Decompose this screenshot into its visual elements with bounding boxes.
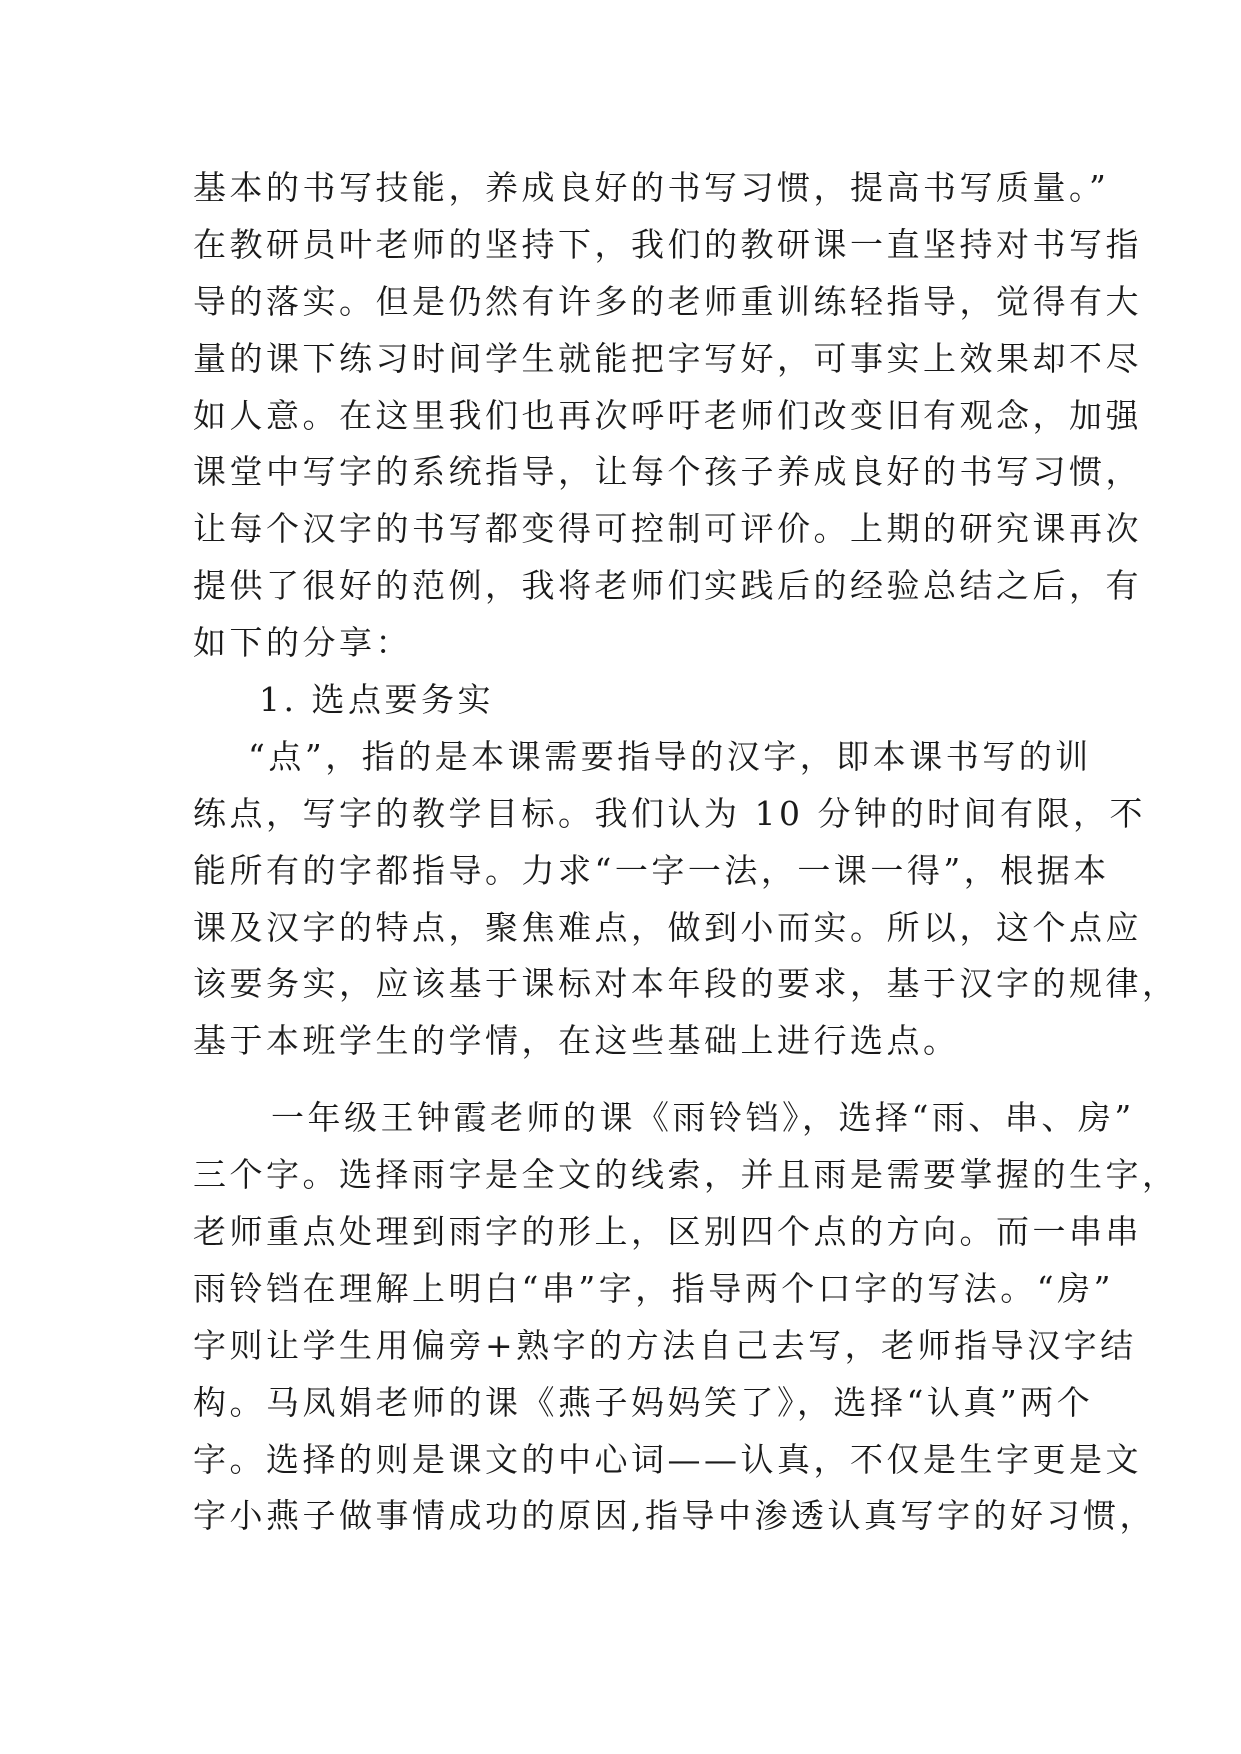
text-line: 在教研员叶老师的坚持下，我们的教研课一直坚持对书写指 [193,224,1142,264]
text-line: “点”，指的是本课需要指导的汉字，即本课书写的训 [248,736,1092,776]
text-line: 基本的书写技能，养成良好的书写习惯，提高书写质量。” [193,168,1110,207]
text-line: 让每个汉字的书写都变得可控制可评价。上期的研究课再次 [193,509,1142,549]
text-line: 一年级王钟霞老师的课《雨铃铛》，选择“雨、串、房” [271,1098,1135,1138]
text-line: 练点，写字的教学目标。我们认为 10 分钟的时间有限，不 [193,793,1146,833]
document-page [193,160,1179,1545]
text-line: 量的课下练习时间学生就能把字写好，可事实上效果却不尽 [193,338,1142,378]
text-line: 能所有的字都指导。力求“一字一法，一课一得”，根据本 [193,850,1110,890]
text-line: 老师重点处理到雨字的形上，区别四个点的方向。而一串串 [193,1212,1142,1252]
text-line: 字则让学生用偏旁+熟字的方法自己去写，老师指导汉字结 [193,1325,1137,1365]
text-line: 基于本班学生的学情，在这些基础上进行选点。 [193,1021,960,1061]
text-line: 提供了很好的范例，我将老师们实践后的经验总结之后，有 [193,566,1142,606]
text-line: 该要务实，应该基于课标对本年段的要求，基于汉字的规律， [193,964,1179,1004]
text-line: 如人意。在这里我们也再次呼吁老师们改变旧有观念，加强 [193,395,1142,435]
text-line: 字。选择的则是课文的中心词——认真，不仅是生字更是文 [193,1439,1142,1479]
text-line: 导的落实。但是仍然有许多的老师重训练轻指导，觉得有大 [193,281,1142,321]
text-line: 课及汉字的特点，聚焦难点，做到小而实。所以，这个点应 [193,907,1142,947]
section-heading: 1. 选点要务实 [259,680,494,720]
text-line: 构。马凤娟老师的课《燕子妈妈笑了》，选择“认真”两个 [193,1382,1094,1422]
text-line: 三个字。选择雨字是全文的线索，并且雨是需要掌握的生字， [193,1155,1179,1195]
text-line: 字小燕子做事情成功的原因,指导中渗透认真写字的好习惯， [193,1496,1156,1536]
text-line: 如下的分享： [193,623,412,663]
text-line: 雨铃铛在理解上明白“串”字，指导两个口字的写法。“房” [193,1268,1114,1308]
text-line: 课堂中写字的系统指导，让每个孩子养成良好的书写习惯， [193,452,1142,492]
